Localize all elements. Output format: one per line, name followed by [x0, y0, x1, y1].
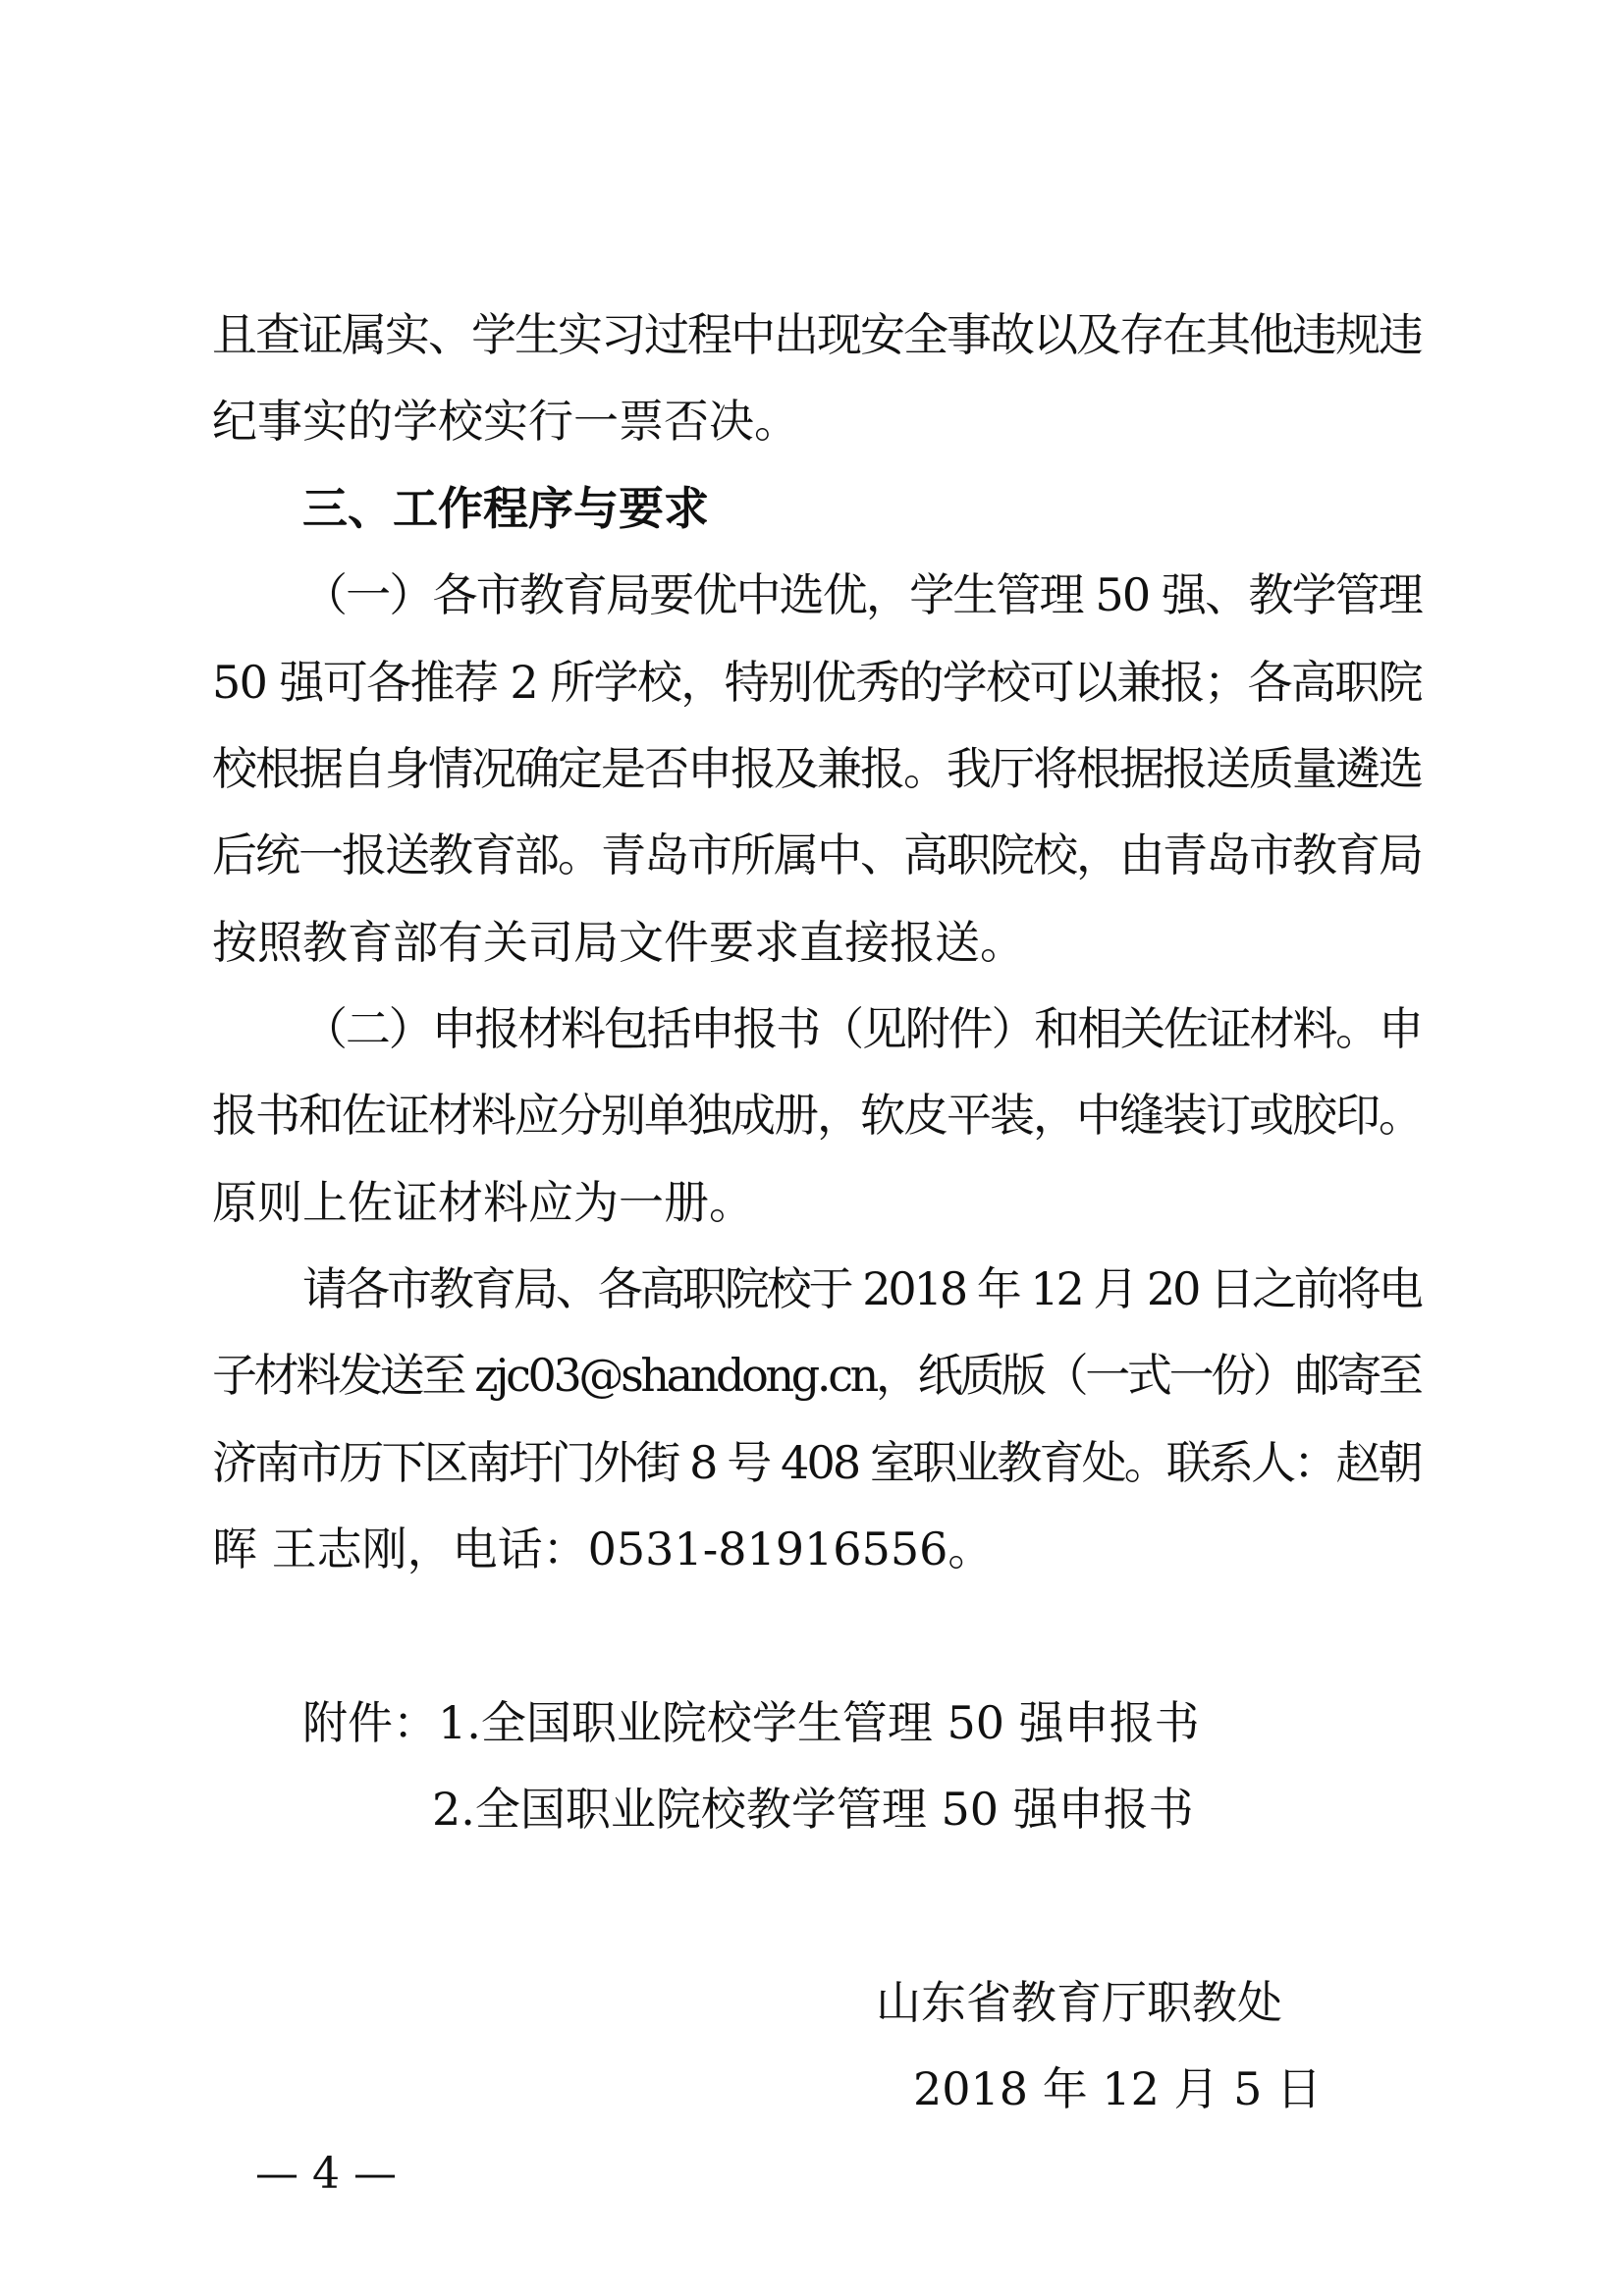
- paragraph-line: 济南市历下区南圩门外街 8 号 408 室职业教育处。联系人：赵朝: [212, 1436, 1421, 1489]
- paragraph-line: （二）申报材料包括申报书（见附件）和相关佐证材料。申: [302, 1002, 1422, 1055]
- paragraph-line: 请各市教育局、各高职院校于 2018 年 12 月 20 日之前将电: [302, 1262, 1421, 1315]
- paragraph-line: 50 强可各推荐 2 所学校，特别优秀的学校可以兼报；各高职院: [212, 656, 1423, 709]
- paragraph-line: 晖 王志刚，电话：0531-81916556。: [212, 1522, 994, 1575]
- page-number: — 4 —: [255, 2149, 397, 2199]
- paragraph-line: 且查证属实、学生实习过程中出现安全事故以及存在其他违规违: [212, 308, 1422, 361]
- paragraph-line: 原则上佐证材料应为一册。: [212, 1176, 754, 1229]
- paragraph-line: 按照教育部有关司局文件要求直接报送。: [212, 916, 1025, 969]
- attachment-line: 附件：1.全国职业院校学生管理 50 强申报书: [302, 1696, 1200, 1749]
- attachment-line: 2.全国职业院校教学管理 50 强申报书: [432, 1783, 1194, 1836]
- section-heading: 三、工作程序与要求: [302, 482, 709, 535]
- paragraph-line: 后统一报送教育部。青岛市所属中、高职院校，由青岛市教育局: [212, 828, 1422, 881]
- paragraph-line: 纪事实的学校实行一票否决。: [212, 395, 799, 448]
- paragraph-line: （一）各市教育局要优中选优，学生管理 50 强、教学管理: [302, 568, 1422, 621]
- signature-issuer: 山东省教育厅职教处: [876, 1976, 1282, 2029]
- paragraph-line: 校根据自身情况确定是否申报及兼报。我厅将根据报送质量遴选: [212, 742, 1422, 795]
- paragraph-line: 子材料发送至 zjc03@shandong.cn，纸质版（一式一份）邮寄至: [212, 1349, 1421, 1402]
- signature-date: 2018 年 12 月 5 日: [913, 2062, 1322, 2115]
- paragraph-line: 报书和佐证材料应分别单独成册，软皮平装，中缝装订或胶印。: [212, 1089, 1422, 1142]
